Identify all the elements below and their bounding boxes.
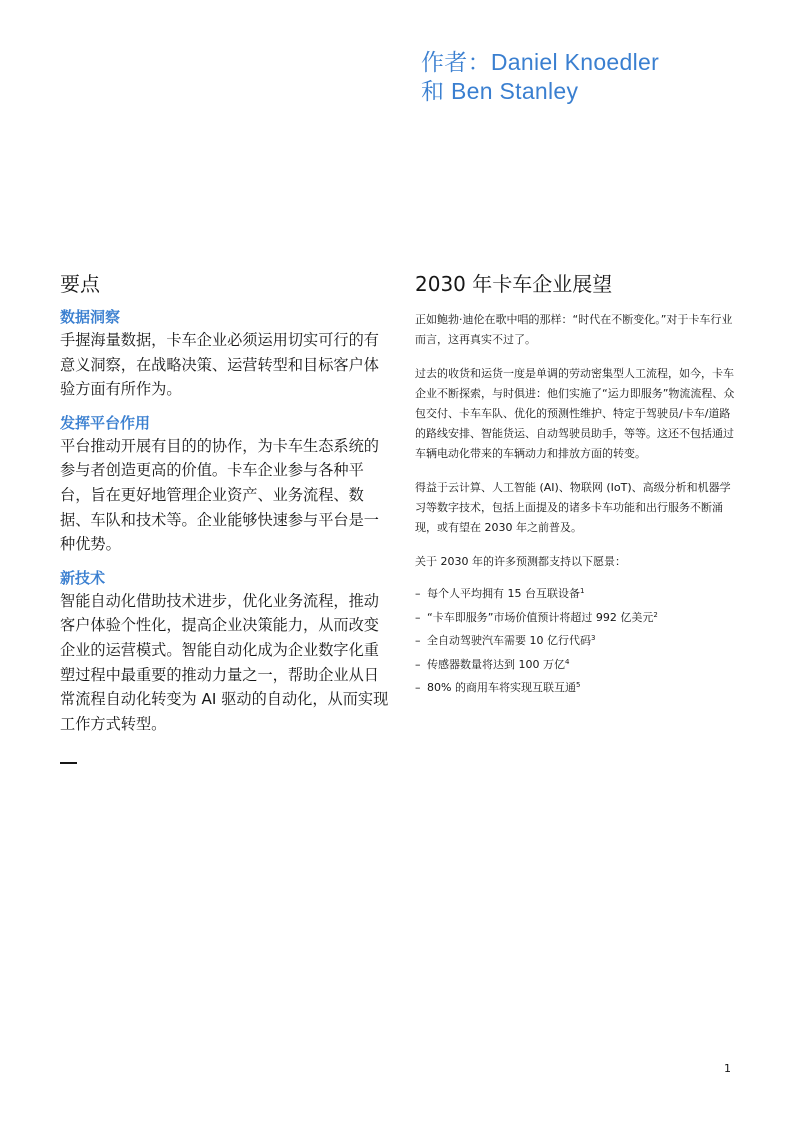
section-end-rule [60,762,77,764]
key-point-platform [60,412,390,557]
outlook-paragraph: 过去的收货和运货一度是单调的劳动密集型人工流程，如今，卡车企业不断探索，与时俱进：他们实施了“运力即服务”物流流程、众包交付、卡车车队、优化的预测性维护、特定于驾驶员/卡车/道路的路线安排、智能货运、自动驾驶员助手，等等。这还不包括通过车辆电动化带来的车辆动力和排放方面的转变。 [415,367,735,460]
forecast-text: 传感器数量将达到 100 万亿 [427,657,565,671]
key-point-title: 发挥平台作用 [60,413,151,432]
bullet-marker: – [415,610,421,624]
forecast-text: 全自动驾驶汽车需要 10 亿行代码 [427,634,591,647]
forecast-item [415,657,740,673]
key-point-title: 数据洞察 [60,308,121,326]
bullet-marker: – [415,587,421,600]
forecast-list [415,586,740,696]
outlook-paragraph: 关于 2030 年的许多预测都支持以下愿景： [415,555,626,568]
footnote-ref: 3 [591,634,596,642]
footnote-ref: 5 [575,681,581,689]
forecast-item [415,586,740,602]
outlook-paragraph: 得益于云计算、人工智能 (AI)、物联网 (IoT)、高级分析和机器学习等数字技术，包括上面提及的诸多卡车功能和出行服务不断涌现，或有望在 2030 年之前普及。 [415,481,731,534]
outlook-heading: 2030 年卡车企业展望 [415,272,613,296]
forecast-item [415,680,740,696]
outlook-paragraph: 正如鲍勃·迪伦在歌中唱的那样：“时代在不断变化。”对于卡车行业而言，这再真实不过了。 [415,313,733,346]
key-points-column [60,270,390,764]
authors-line-2: 和 Ben Stanley [421,78,579,104]
page-number: 1 [724,1062,731,1075]
forecast-text: 每个人平均拥有 15 台互联设备 [427,587,580,600]
key-points-heading: 要点 [60,272,100,296]
authors [421,48,761,106]
key-point-title: 新技术 [60,568,106,587]
bullet-marker: – [415,634,421,647]
forecast-text: “卡车即服务”市场价值预计将超过 992 亿美元 [427,610,654,624]
authors-line-1: 作者：Daniel Knoedler [421,49,660,75]
forecast-text: 80% 的商用车将实现互联互通 [427,681,576,694]
outlook-column [415,270,740,704]
key-point-new-tech [60,567,390,737]
key-point-text: 智能自动化借助技术进步，优化业务流程，推动客户体验个性化，提高企业决策能力，从而改变企业的运营模式。智能自动化成为企业数字化重塑过程中最重要的推动力量之一，帮助企业从日常流程自动化转变为 AI 驱动的自动化，从而实现工作方式转型。 [60,591,389,733]
footnote-ref: 1 [580,587,585,595]
footnote-ref: 2 [653,610,658,619]
key-point-data-insight [60,306,390,402]
key-point-text: 手握海量数据，卡车企业必须运用切实可行的有意义洞察，在战略决策、运营转型和目标客户体验方面有所作为。 [60,331,379,399]
forecast-item [415,610,740,626]
bullet-marker: – [415,657,421,671]
key-point-text: 平台推动开展有目的的协作，为卡车生态系统的参与者创造更高的价值。卡车企业参与各种平台，旨在更好地管理企业资产、业务流程、数据、车队和技术等。企业能够快速参与平台是一种优势。 [60,436,379,554]
footnote-ref: 4 [565,657,570,666]
forecast-item [415,633,740,649]
bullet-marker: – [415,681,421,694]
